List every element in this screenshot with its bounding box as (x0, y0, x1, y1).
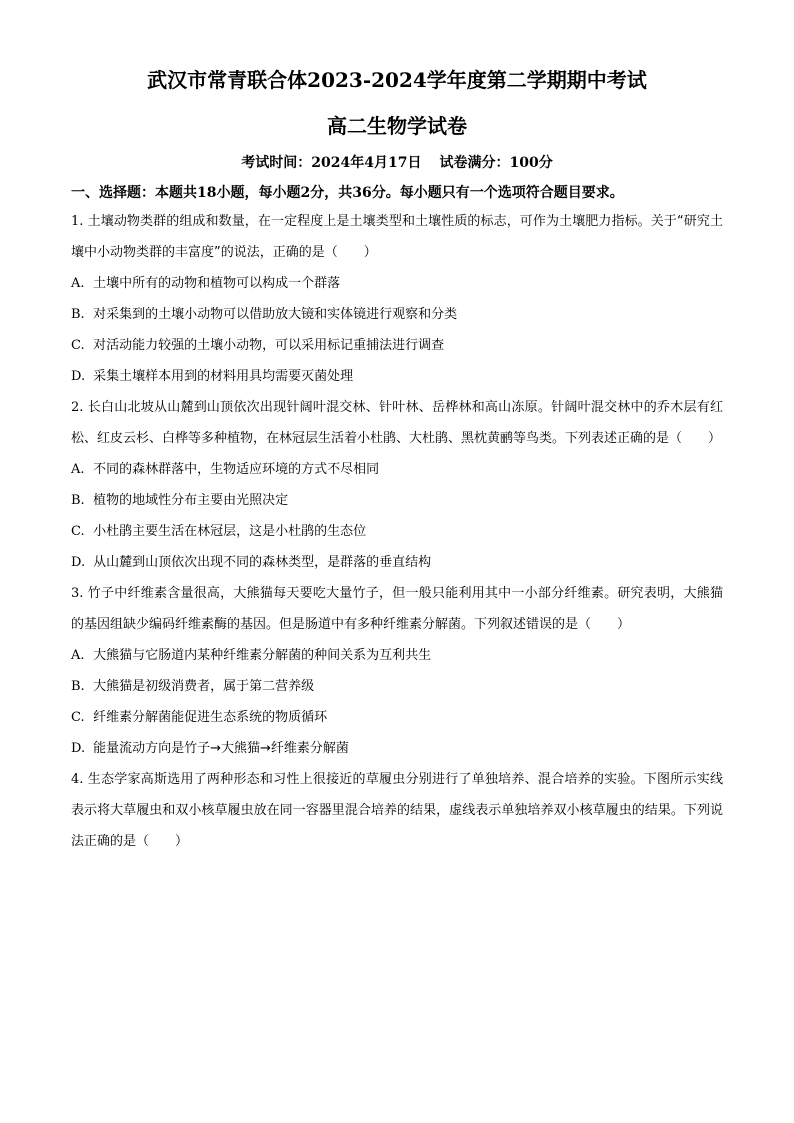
question-number: 3. (71, 586, 84, 601)
option-text: 大熊猫是初级消费者，属于第二营养级 (93, 679, 315, 694)
option-letter: D. (71, 555, 86, 570)
option-text: 对采集到的土壤小动物可以借助放大镜和实体镜进行观察和分类 (93, 307, 458, 322)
option-d (71, 361, 723, 392)
option-a (71, 268, 723, 299)
option-letter: D. (71, 741, 86, 756)
option-text: 能量流动方向是竹子→大熊猫→纤维素分解菌 (93, 741, 349, 756)
option-letter: C. (71, 338, 85, 353)
exam-time: 考试时间：2024年4月17日 (241, 155, 422, 171)
question-text: 生态学家高斯选用了两种形态和习性上很接近的草履虫分别进行了单独培养、混合培养的实验。下图所示实线表示将大草履虫和双小核草履虫放在同一容器里混合培养的结果，虚线表示单独培养双小核草履虫的结果。下列说法正确的是（ ） (71, 772, 723, 849)
option-a (71, 454, 723, 485)
question-text: 长白山北坡从山麓到山顶依次出现针阔叶混交林、针叶林、岳桦林和高山冻原。针阔叶混交林中的乔木层有红松、红皮云杉、白桦等多种植物，在林冠层生活着小杜鹃、大杜鹃、黑枕黄鹂等鸟类。下列表述正确的是（ ） (71, 400, 723, 446)
option-letter: A. (71, 276, 85, 291)
option-c (71, 702, 723, 733)
exam-info (71, 150, 723, 176)
question-4 (71, 764, 723, 857)
option-text: 植物的地域性分布主要由光照决定 (93, 493, 289, 508)
exam-title: 武汉市常青联合体2023-2024学年度第二学期期中考试 (147, 68, 647, 92)
option-letter: D. (71, 369, 86, 384)
option-d (71, 547, 723, 578)
option-text: 从山麓到山顶依次出现不同的森林类型，是群落的垂直结构 (93, 555, 432, 570)
exam-page (71, 62, 723, 857)
full-score: 试卷满分：100分 (439, 155, 553, 171)
question-stem (71, 764, 723, 857)
question-1 (71, 206, 723, 392)
option-letter: A. (71, 462, 85, 477)
option-letter: B. (71, 307, 85, 322)
option-letter: C. (71, 524, 85, 539)
exam-subtitle: 高二生物学试卷 (327, 114, 467, 138)
option-b (71, 299, 723, 330)
question-number: 1. (71, 214, 84, 229)
option-b (71, 485, 723, 516)
option-letter: B. (71, 493, 85, 508)
question-number: 4. (71, 772, 84, 787)
question-stem (71, 578, 723, 640)
option-c (71, 330, 723, 361)
question-text: 竹子中纤维素含量很高，大熊猫每天要吃大量竹子，但一般只能利用其中一小部分纤维素。研究表明，大熊猫的基因组缺少编码纤维素酶的基因。但是肠道中有多种纤维素分解菌。下列叙述错误的是（ ） (71, 586, 723, 632)
option-text: 小杜鹃主要生活在林冠层，这是小杜鹃的生态位 (93, 524, 367, 539)
section-heading: 一、选择题：本题共18小题，每小题2分，共36分。每小题只有一个选项符合题目要求。 (71, 185, 624, 201)
option-letter: A. (71, 648, 85, 663)
question-number: 2. (71, 400, 84, 415)
option-text: 采集土壤样本用到的材料用具均需要灭菌处理 (93, 369, 354, 384)
question-stem (71, 206, 723, 268)
option-text: 土壤中所有的动物和植物可以构成一个群落 (93, 276, 341, 291)
question-2 (71, 392, 723, 578)
option-c (71, 516, 723, 547)
option-text: 不同的森林群落中，生物适应环境的方式不尽相同 (93, 462, 380, 477)
option-d (71, 733, 723, 764)
question-stem (71, 392, 723, 454)
option-letter: B. (71, 679, 85, 694)
option-text: 纤维素分解菌能促进生态系统的物质循环 (93, 710, 328, 725)
option-b (71, 671, 723, 702)
question-3 (71, 578, 723, 764)
question-text: 土壤动物类群的组成和数量，在一定程度上是土壤类型和土壤性质的标志，可作为土壤肥力指标。关于“研究土壤中小动物类群的丰富度”的说法，正确的是（ ） (71, 214, 723, 260)
option-letter: C. (71, 710, 85, 725)
option-text: 大熊猫与它肠道内某种纤维素分解菌的种间关系为互利共生 (93, 648, 432, 663)
option-text: 对活动能力较强的土壤小动物，可以采用标记重捕法进行调查 (93, 338, 445, 353)
option-a (71, 640, 723, 671)
